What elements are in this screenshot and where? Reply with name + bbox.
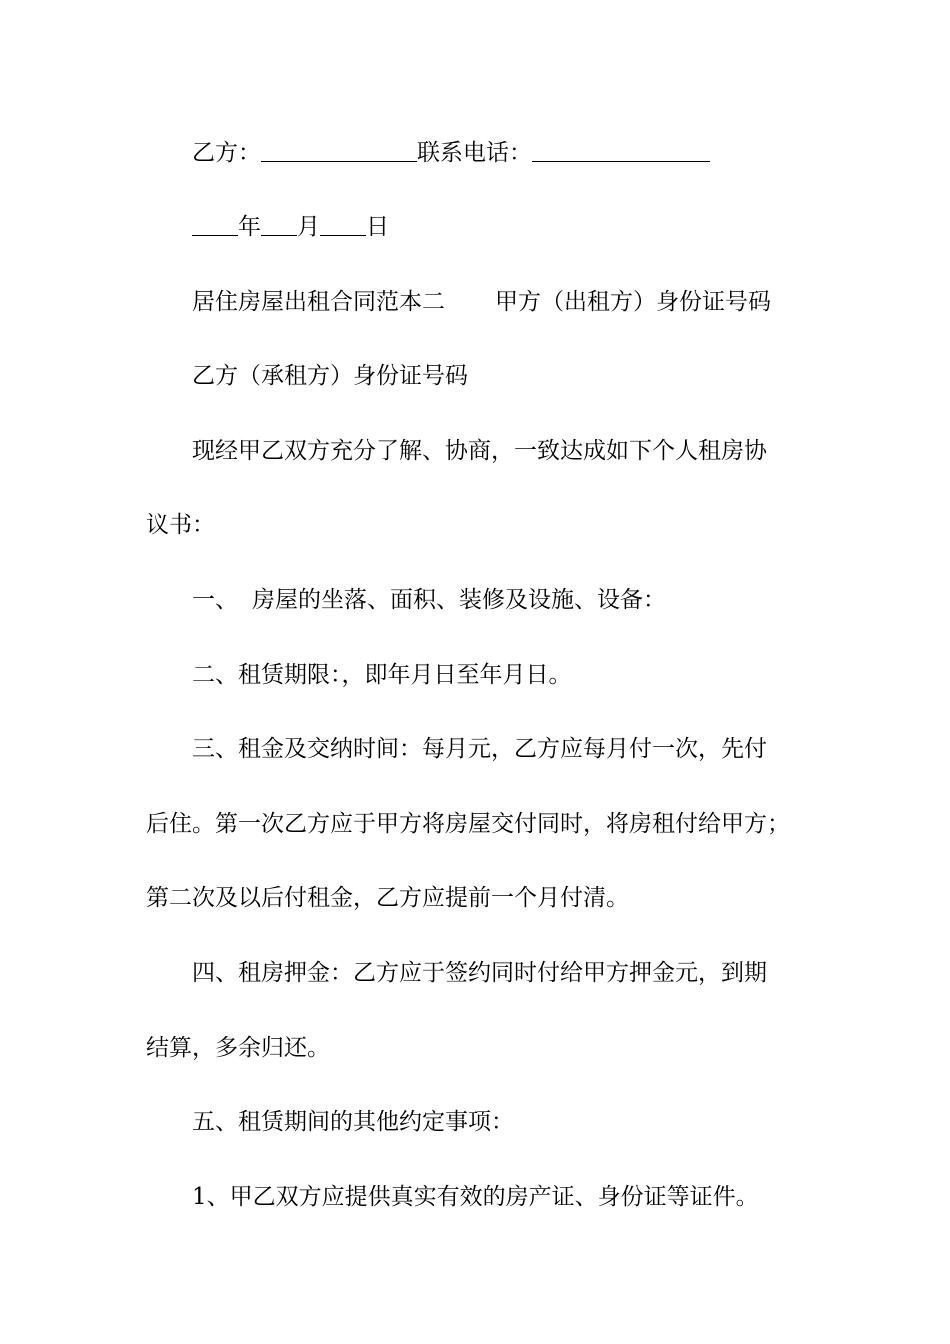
day-blank [320,215,366,236]
date-line [146,212,826,242]
day-label: 日 [366,214,389,240]
paragraph-intro-cont: 议书： [146,512,215,538]
clause-one-number: 一、 [192,587,238,613]
clause-two: 二、租赁期限：，即年月日至年月日。 [192,662,572,688]
clause-one-text: 房屋的坐落、面积、装修及设施、设备： [252,587,666,613]
clause-five: 五、租赁期间的其他约定事项： [192,1109,514,1135]
party-a-id-label: 甲方（出租方）身份证号码 [495,289,771,315]
year-blank [192,215,238,236]
paragraph-intro-line: 现经甲乙双方充分了解、协商，一致达成如下个人租房协 [192,438,767,464]
party-b-label: 乙方： [192,140,261,166]
clause-four-cont: 结算，多余归还。 [146,1035,330,1061]
clause-three-cont-1: 后住。第一次乙方应于甲方将房屋交付同时，将房租付给甲方； [146,811,790,837]
phone-blank [532,141,710,162]
clause-three: 三、租金及交纳时间：每月元，乙方应每月付一次，先付 [192,736,767,762]
title-line [146,287,826,317]
clause-one [146,585,826,615]
clause-four: 四、租房押金：乙方应于签约同时付给甲方押金元，到期 [192,960,767,986]
phone-label: 联系电话： [417,140,532,166]
clause-three-cont-2: 第二次及以后付租金，乙方应提前一个月付清。 [146,885,629,911]
month-label: 月 [297,214,320,240]
party-b-id-line: 乙方（承租方）身份证号码 [192,363,468,389]
year-label: 年 [238,214,261,240]
party-b-blank [261,141,417,162]
party-b-contact-line [146,138,826,168]
month-blank [261,215,297,236]
document-title: 居住房屋出租合同范本二 [192,289,445,315]
clause-five-item-1: 1、甲乙双方应提供真实有效的房产证、身份证等证件。 [192,1184,759,1210]
